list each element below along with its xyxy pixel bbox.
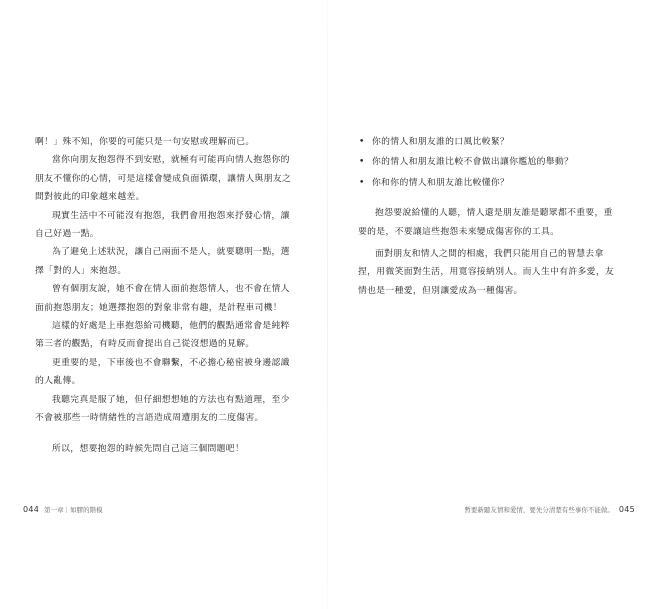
paragraph: 抱怨要說給懂的人聽，情人還是朋友誰是聽眾都不重要，重要的是，不要讓這些抱怨未來變成傷害你的工具。: [358, 208, 613, 237]
right-paragraphs: [358, 204, 620, 300]
paragraph: 現實生活中不可能沒有抱怨，我們會用抱怨來抒發心情，讓自己好過一點。: [35, 210, 290, 240]
right-page: [328, 0, 655, 609]
running-title: 第一章｜如膠的階模: [44, 506, 103, 514]
question-text: 你的情人和朋友誰比較不會做出讓你尷尬的舉動？: [372, 157, 574, 168]
left-folio: [23, 505, 108, 514]
page-number: 045: [618, 505, 635, 514]
paragraph: 啊！」殊不知，你要的可能只是一句安慰或理解而已。: [35, 137, 255, 147]
paragraph: 面對朋友和情人之間的相處，我們只能用自己的智慧去拿捏，用微笑面對生活，用寬容接納別人。而人生中有許多愛，友情也是一種愛，但別讓愛成為一種傷害。: [358, 249, 615, 296]
right-page-body: [358, 133, 620, 304]
question-item: [358, 133, 620, 151]
running-title: 暫要新聽友情和愛情，要先分清楚有些事你不能做。: [464, 506, 614, 514]
left-page: [0, 0, 327, 609]
question-text: 你和你的情人和朋友誰比較懂你？: [372, 177, 510, 188]
question-item: [358, 153, 620, 171]
question-item: [358, 174, 620, 192]
bullet-icon: •: [359, 157, 365, 168]
left-page-body: [35, 133, 297, 458]
paragraph: 我聽完真是服了她，但仔細想想她的方法也有點道理，至少不會被那些一時情緒性的言語造成周遭朋友的二度傷害。: [35, 394, 290, 424]
paragraph: 這樣的好處是上車抱怨給司機聽，他們的觀點通常會是純粹第三者的觀點，有時反而會提出自己從沒想過的見解。: [35, 321, 290, 350]
right-folio: [459, 505, 635, 514]
paragraph: 當你向朋友抱怨得不到安慰，就極有可能再向情人抱怨你的朋友不懂你的心情，可是這樣會變成負面循環，讓情人與朋友之間對彼此的印象越來越差。: [35, 155, 292, 203]
page-number: 044: [23, 505, 40, 514]
bullet-icon: •: [359, 177, 365, 188]
paragraph: 曾有個朋友說，她不會在情人面前抱怨情人，也不會在情人面前抱怨朋友；她選擇抱怨的對象非常有趣，是計程車司機！: [35, 284, 290, 313]
bullet-icon: •: [359, 137, 365, 147]
question-list: [358, 133, 620, 192]
paragraph: 更重要的是，下車後也不會聯繫，不必擔心秘密被身邊認識的人亂傳。: [35, 357, 290, 387]
question-text: 你的情人和朋友誰的口風比較緊？: [372, 137, 510, 147]
paragraph: 所以，想要抱怨的時候先問自己這三個問題吧！: [52, 443, 245, 454]
paragraph: 為了避免上述狀況，讓自己兩面不是人，就要聰明一點，選擇「對的人」來抱怨。: [35, 247, 290, 276]
